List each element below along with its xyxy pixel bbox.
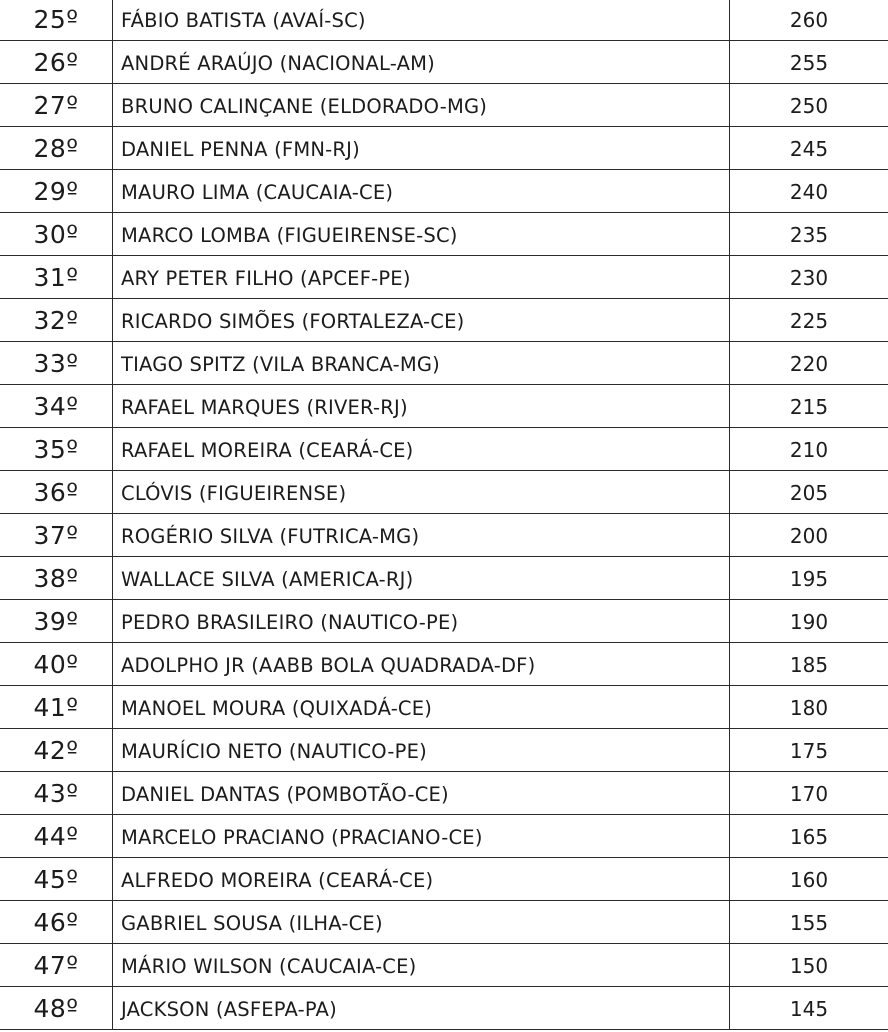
player-points: 225 (789, 309, 829, 333)
rank-position: 44º (33, 822, 79, 851)
player-points: 200 (789, 524, 829, 548)
player-points: 185 (789, 653, 829, 677)
rank-position: 40º (33, 650, 79, 679)
rank-position: 31º (33, 263, 79, 292)
player-points: 160 (789, 868, 829, 892)
player-name-club: ALFREDO MOREIRA (CEARÁ-CE) (112, 858, 730, 900)
table-row (0, 729, 888, 772)
player-name-club: ARY PETER FILHO (APCEF-PE) (112, 256, 730, 298)
player-points: 165 (789, 825, 829, 849)
player-points: 170 (789, 782, 829, 806)
table-row (0, 299, 888, 342)
player-name-club: DANIEL DANTAS (POMBOTÃO-CE) (112, 772, 730, 814)
player-points: 180 (789, 696, 829, 720)
table-row (0, 471, 888, 514)
table-row (0, 600, 888, 643)
player-name-club: MARCO LOMBA (FIGUEIRENSE-SC) (112, 213, 730, 255)
rank-position: 38º (33, 564, 79, 593)
player-points: 175 (789, 739, 829, 763)
player-points: 220 (789, 352, 829, 376)
table-row (0, 170, 888, 213)
rank-position: 35º (33, 435, 79, 464)
table-row (0, 858, 888, 901)
rank-position: 28º (33, 134, 79, 163)
player-points: 205 (789, 481, 829, 505)
player-points: 250 (789, 94, 829, 118)
player-name-club: BRUNO CALINÇANE (ELDORADO-MG) (112, 84, 730, 126)
player-name-club: MAURÍCIO NETO (NAUTICO-PE) (112, 729, 730, 771)
player-name-club: CLÓVIS (FIGUEIRENSE) (112, 471, 730, 513)
table-row (0, 815, 888, 858)
player-points: 215 (789, 395, 829, 419)
rank-position: 43º (33, 779, 79, 808)
player-name-club: MÁRIO WILSON (CAUCAIA-CE) (112, 944, 730, 986)
rank-position: 30º (33, 220, 79, 249)
player-points: 195 (789, 567, 829, 591)
player-points: 235 (789, 223, 829, 247)
rank-position: 26º (33, 48, 79, 77)
rank-position: 25º (33, 5, 79, 34)
player-name-club: PEDRO BRASILEIRO (NAUTICO-PE) (112, 600, 730, 642)
table-row (0, 385, 888, 428)
player-name-club: GABRIEL SOUSA (ILHA-CE) (112, 901, 730, 943)
rank-position: 36º (33, 478, 79, 507)
player-points: 255 (789, 51, 829, 75)
player-name-club: RAFAEL MARQUES (RIVER-RJ) (112, 385, 730, 427)
rank-position: 45º (33, 865, 79, 894)
table-row (0, 342, 888, 385)
table-row (0, 944, 888, 987)
rank-position: 33º (33, 349, 79, 378)
rank-position: 41º (33, 693, 79, 722)
player-points: 230 (789, 266, 829, 290)
rank-position: 29º (33, 177, 79, 206)
player-points: 150 (789, 954, 829, 978)
player-name-club: ANDRÉ ARAÚJO (NACIONAL-AM) (112, 41, 730, 83)
player-name-club: ADOLPHO JR (AABB BOLA QUADRADA-DF) (112, 643, 730, 685)
table-row (0, 0, 888, 41)
rank-position: 46º (33, 908, 79, 937)
table-row (0, 643, 888, 686)
player-points: 190 (789, 610, 829, 634)
table-row (0, 127, 888, 170)
player-points: 155 (789, 911, 829, 935)
player-name-club: DANIEL PENNA (FMN-RJ) (112, 127, 730, 169)
table-row (0, 557, 888, 600)
player-name-club: MANOEL MOURA (QUIXADÁ-CE) (112, 686, 730, 728)
table-row (0, 772, 888, 815)
rank-position: 32º (33, 306, 79, 335)
player-name-club: TIAGO SPITZ (VILA BRANCA-MG) (112, 342, 730, 384)
rank-position: 42º (33, 736, 79, 765)
table-row (0, 428, 888, 471)
rank-position: 47º (33, 951, 79, 980)
player-name-club: RICARDO SIMÕES (FORTALEZA-CE) (112, 299, 730, 341)
player-points: 240 (789, 180, 829, 204)
player-points: 210 (789, 438, 829, 462)
player-name-club: FÁBIO BATISTA (AVAÍ-SC) (112, 0, 730, 40)
table-row (0, 41, 888, 84)
table-row (0, 256, 888, 299)
player-name-club: MAURO LIMA (CAUCAIA-CE) (112, 170, 730, 212)
table-row (0, 514, 888, 557)
player-name-club: JACKSON (ASFEPA-PA) (112, 987, 730, 1029)
player-points: 245 (789, 137, 829, 161)
table-row (0, 84, 888, 127)
rank-position: 34º (33, 392, 79, 421)
player-name-club: RAFAEL MOREIRA (CEARÁ-CE) (112, 428, 730, 470)
rank-position: 48º (33, 994, 79, 1023)
rank-position: 39º (33, 607, 79, 636)
player-name-club: MARCELO PRACIANO (PRACIANO-CE) (112, 815, 730, 857)
table-row (0, 901, 888, 944)
player-name-club: ROGÉRIO SILVA (FUTRICA-MG) (112, 514, 730, 556)
rank-position: 27º (33, 91, 79, 120)
player-points: 260 (789, 8, 829, 32)
table-row (0, 213, 888, 256)
rank-position: 37º (33, 521, 79, 550)
player-points: 145 (789, 997, 829, 1021)
table-row (0, 686, 888, 729)
player-name-club: WALLACE SILVA (AMERICA-RJ) (112, 557, 730, 599)
